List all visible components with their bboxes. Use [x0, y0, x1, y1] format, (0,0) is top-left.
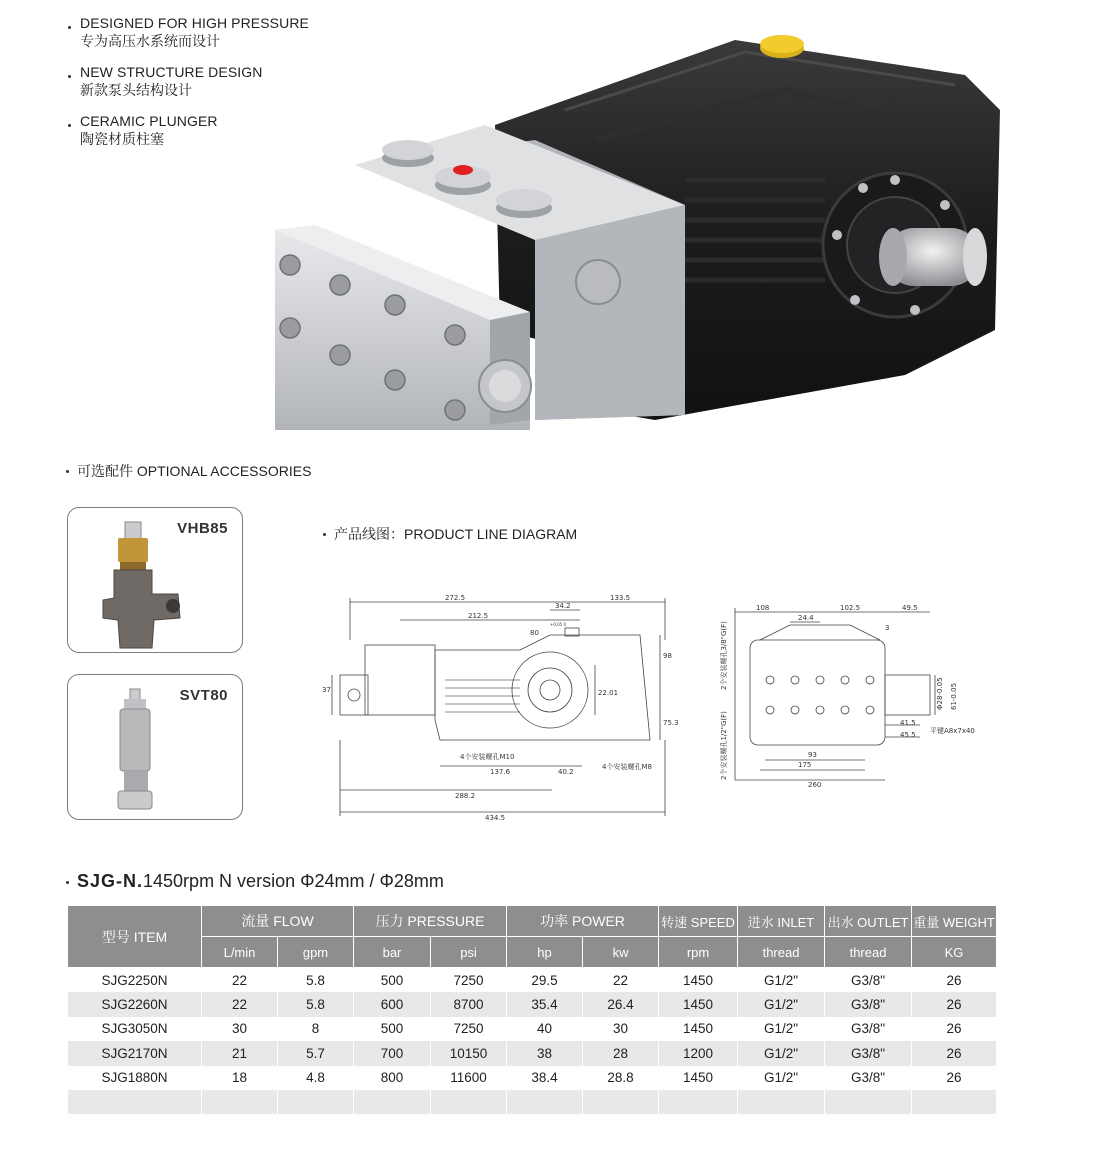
- table-cell: 7250: [431, 1017, 507, 1042]
- table-cell: 30: [202, 1017, 278, 1042]
- table-cell-empty: [825, 1090, 912, 1114]
- feature-en: DESIGNED FOR HIGH PRESSURE: [80, 15, 309, 31]
- header-weight: 重量 WEIGHT: [912, 906, 997, 937]
- dim-label: 80: [530, 629, 539, 637]
- table-cell: 35.4: [507, 992, 583, 1017]
- table-cell-empty: [912, 1090, 997, 1114]
- table-cell: 1450: [659, 1066, 738, 1091]
- bullet-icon: [66, 470, 69, 473]
- table-cell: 26: [912, 1041, 997, 1066]
- dim-label: 212.5: [468, 612, 489, 620]
- table-row: [68, 1017, 997, 1042]
- table-cell: 22: [202, 968, 278, 993]
- dim-label: 61-0.05: [950, 682, 958, 710]
- table-cell: 8: [278, 1017, 354, 1042]
- dim-label: 34.2: [555, 602, 571, 610]
- unit-header: psi: [431, 937, 507, 968]
- table-cell: 22: [202, 992, 278, 1017]
- table-cell: 26: [912, 1017, 997, 1042]
- note-label: 4个安装螺孔M8: [602, 763, 652, 771]
- dim-label: Φ28-0.05: [936, 677, 944, 710]
- unit-header: bar: [354, 937, 431, 968]
- unit-header: thread: [738, 937, 825, 968]
- header-pressure: 压力 PRESSURE: [354, 906, 507, 937]
- table-cell-empty: [659, 1090, 738, 1114]
- table-cell: 22: [583, 968, 659, 993]
- note-label: 4个安装螺孔M10: [460, 753, 515, 761]
- model-cell: SJG2250N: [68, 968, 202, 993]
- dim-label: 272.5: [445, 594, 466, 602]
- table-cell: 11600: [431, 1066, 507, 1091]
- table-cell: 18: [202, 1066, 278, 1091]
- dim-label: 133.5: [610, 594, 631, 602]
- unit-header: thread: [825, 937, 912, 968]
- table-cell: G3/8": [825, 1041, 912, 1066]
- header-speed: 转速 SPEED: [659, 906, 738, 937]
- spec-table: [67, 905, 997, 1114]
- dim-label: 45.5: [900, 731, 916, 739]
- unit-header: KG: [912, 937, 997, 968]
- accessory-card-vhb85: [67, 507, 243, 653]
- table-row: [68, 992, 997, 1017]
- unit-header: rpm: [659, 937, 738, 968]
- model-cell: SJG2260N: [68, 992, 202, 1017]
- table-cell: G3/8": [825, 1066, 912, 1091]
- table-cell: 21: [202, 1041, 278, 1066]
- table-row: [68, 1041, 997, 1066]
- table-cell: G1/2": [738, 1041, 825, 1066]
- table-cell-empty: [507, 1090, 583, 1114]
- dim-label: 108: [756, 604, 770, 612]
- unit-header: kw: [583, 937, 659, 968]
- dim-label: 434.5: [485, 814, 506, 822]
- table-cell: 500: [354, 968, 431, 993]
- table-cell: 29.5: [507, 968, 583, 993]
- dim-label: 288.2: [455, 792, 476, 800]
- dim-label: 98: [663, 652, 672, 660]
- dim-label: 41.5: [900, 719, 916, 727]
- table-cell-empty: [278, 1090, 354, 1114]
- table-cell: 28: [583, 1041, 659, 1066]
- feature-cn: 陶瓷材质柱塞: [80, 131, 164, 147]
- header-power: 功率 POWER: [507, 906, 659, 937]
- spec-subtitle: 1450rpm N version Φ24mm / Φ28mm: [143, 871, 444, 891]
- table-cell-empty: [202, 1090, 278, 1114]
- table-cell: G1/2": [738, 968, 825, 993]
- table-cell: G1/2": [738, 1017, 825, 1042]
- table-cell: 10150: [431, 1041, 507, 1066]
- table-cell-empty: [68, 1090, 202, 1114]
- table-cell: 26.4: [583, 992, 659, 1017]
- table-cell: 28.8: [583, 1066, 659, 1091]
- table-cell: 5.8: [278, 968, 354, 993]
- table-cell: 1450: [659, 992, 738, 1017]
- table-cell: 30: [583, 1017, 659, 1042]
- spec-title: [66, 871, 444, 892]
- table-cell: 1200: [659, 1041, 738, 1066]
- table-cell: 800: [354, 1066, 431, 1091]
- model-series: SJG-N.: [77, 871, 144, 891]
- table-cell: 40: [507, 1017, 583, 1042]
- table-cell: 4.8: [278, 1066, 354, 1091]
- table-cell-empty: [354, 1090, 431, 1114]
- dim-label: 137.6: [490, 768, 511, 776]
- diagram-title: [323, 524, 577, 544]
- header-item: 型号 ITEM: [68, 906, 202, 968]
- tolerance-label: +0.05 0: [550, 622, 567, 627]
- table-cell: 500: [354, 1017, 431, 1042]
- table-cell: G3/8": [825, 1017, 912, 1042]
- feature-en: NEW STRUCTURE DESIGN: [80, 64, 263, 80]
- header-flow: 流量 FLOW: [202, 906, 354, 937]
- dim-label: 49.5: [902, 604, 918, 612]
- dim-label: 175: [798, 761, 812, 769]
- feature-cn: 新款泵头结构设计: [80, 82, 192, 98]
- table-cell: 5.8: [278, 992, 354, 1017]
- table-cell-empty: [738, 1090, 825, 1114]
- table-cell: 600: [354, 992, 431, 1017]
- table-cell: 7250: [431, 968, 507, 993]
- bullet-icon: [323, 533, 326, 536]
- table-cell: 38: [507, 1041, 583, 1066]
- table-cell: G1/2": [738, 992, 825, 1017]
- dim-label: 22.01: [598, 689, 619, 697]
- dim-label: 24.4: [798, 614, 814, 622]
- table-cell: 26: [912, 992, 997, 1017]
- bullet-icon: [68, 26, 71, 29]
- accessories-title-text: 可选配件 OPTIONAL ACCESSORIES: [77, 463, 312, 479]
- table-cell: 700: [354, 1041, 431, 1066]
- product-line-diagram: [320, 580, 1000, 825]
- note-label: 2个安装螺孔3/8"G(F): [720, 621, 728, 690]
- table-cell: 26: [912, 1066, 997, 1091]
- dim-label: 260: [808, 781, 822, 789]
- table-row-empty: [68, 1090, 997, 1114]
- accessory-card-svt80: [67, 674, 243, 820]
- table-row: [68, 968, 997, 993]
- table-cell: 1450: [659, 1017, 738, 1042]
- bullet-icon: [68, 124, 71, 127]
- feature-cn: 专为高压水系统而设计: [80, 33, 220, 49]
- model-cell: SJG2170N: [68, 1041, 202, 1066]
- note-label: 2个安装螺孔1/2"G(F): [720, 711, 728, 780]
- dim-label: 40.2: [558, 768, 574, 776]
- table-cell: G1/2": [738, 1066, 825, 1091]
- feature-en: CERAMIC PLUNGER: [80, 113, 218, 129]
- unit-header: L/min: [202, 937, 278, 968]
- table-cell: 1450: [659, 968, 738, 993]
- dim-label: 93: [808, 751, 817, 759]
- unit-header: gpm: [278, 937, 354, 968]
- table-cell: 5.7: [278, 1041, 354, 1066]
- model-cell: SJG1880N: [68, 1066, 202, 1091]
- header-outlet: 出水 OUTLET: [825, 906, 912, 937]
- note-label: 平键A8x7x40: [930, 727, 975, 735]
- unit-header: hp: [507, 937, 583, 968]
- model-cell: SJG3050N: [68, 1017, 202, 1042]
- dim-label: 102.5: [840, 604, 861, 612]
- accessories-title: [66, 461, 311, 481]
- header-inlet: 进水 INLET: [738, 906, 825, 937]
- dim-label: 75.3: [663, 719, 679, 727]
- table-cell: 8700: [431, 992, 507, 1017]
- accessory-label: SVT80: [179, 687, 228, 704]
- table-cell: G3/8": [825, 992, 912, 1017]
- table-cell: 38.4: [507, 1066, 583, 1091]
- table-cell: 26: [912, 968, 997, 993]
- dim-label: 37: [322, 686, 331, 694]
- table-cell-empty: [583, 1090, 659, 1114]
- table-cell-empty: [431, 1090, 507, 1114]
- diagram-title-text: 产品线图：PRODUCT LINE DIAGRAM: [334, 526, 578, 542]
- bullet-icon: [68, 75, 71, 78]
- bullet-icon: [66, 881, 69, 884]
- table-cell: G3/8": [825, 968, 912, 993]
- pump-product-image: [265, 30, 1005, 430]
- table-row: [68, 1066, 997, 1091]
- dim-label: 3: [885, 624, 890, 632]
- accessory-label: VHB85: [177, 520, 228, 537]
